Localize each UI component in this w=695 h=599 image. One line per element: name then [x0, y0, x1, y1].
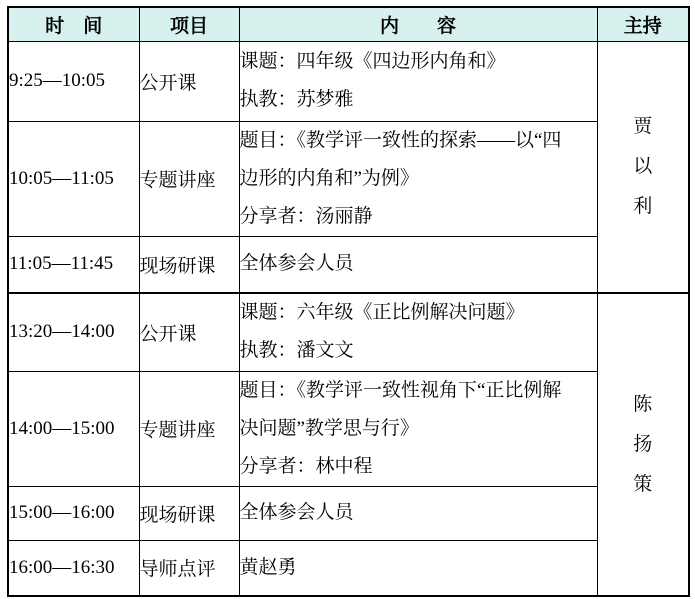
content-line: 执教：潘文文: [239, 340, 354, 362]
host-cell: [597, 41, 689, 293]
content-line: 分享者：汤丽静: [239, 205, 373, 227]
time-cell: 13:20—14:00: [8, 293, 139, 371]
table-row: [8, 236, 689, 293]
table-row: [8, 293, 689, 371]
schedule-table: [7, 6, 690, 597]
time-cell: 15:00—16:00: [8, 486, 139, 540]
item-cell: 现场研课: [139, 236, 239, 293]
content-cell: [239, 293, 597, 371]
item-cell: 专题讲座: [139, 371, 239, 486]
host-cell: [597, 293, 689, 596]
table-row: [8, 121, 689, 236]
content-cell: [239, 41, 597, 121]
content-cell: [239, 236, 597, 293]
content-cell: [239, 371, 597, 486]
content-line: 黄赵勇: [239, 556, 297, 578]
content-line: 全体参会人员: [239, 253, 354, 275]
item-cell: 专题讲座: [139, 121, 239, 236]
time-cell: 16:00—16:30: [8, 540, 139, 596]
content-line: 执教：苏梦雅: [239, 89, 354, 110]
content-line: 课题：六年级《正比例解决问题》: [239, 302, 525, 324]
time-cell: 11:05—11:45: [8, 236, 139, 293]
content-line: 全体参会人员: [239, 502, 354, 523]
table-row: [8, 486, 689, 540]
table-row: [8, 371, 689, 486]
time-cell: 10:05—11:05: [8, 121, 139, 236]
item-cell: 导师点评: [139, 540, 239, 596]
content-line: 题目：《教学评一致性视角下“正比例解: [239, 379, 562, 401]
header-time: 时 间: [8, 7, 139, 41]
time-cell: 14:00—15:00: [8, 371, 139, 486]
header-content: 内 容: [239, 7, 597, 41]
content-line: 决问题”教学思与行》: [239, 417, 419, 439]
table-row: [8, 540, 689, 596]
content-line: 分享者：林中程: [239, 455, 373, 477]
table-row: [8, 41, 689, 121]
item-cell: 公开课: [139, 293, 239, 371]
host-name: 贾以利: [633, 115, 653, 217]
content-cell: [239, 486, 597, 540]
header-host: 主持: [597, 7, 689, 41]
content-cell: [239, 121, 597, 236]
header-item: 项目: [139, 7, 239, 41]
content-cell: [239, 540, 597, 596]
content-line: 题目：《教学评一致性的探索——以“四: [239, 129, 562, 151]
content-line: 课题：四年级《四边形内角和》: [239, 51, 506, 72]
header-row: [8, 7, 689, 41]
item-cell: 公开课: [139, 41, 239, 121]
item-cell: 现场研课: [139, 486, 239, 540]
host-name: 陈扬策: [633, 393, 653, 495]
content-line: 边形的内角和”为例》: [239, 167, 419, 189]
time-cell: 9:25—10:05: [8, 41, 139, 121]
